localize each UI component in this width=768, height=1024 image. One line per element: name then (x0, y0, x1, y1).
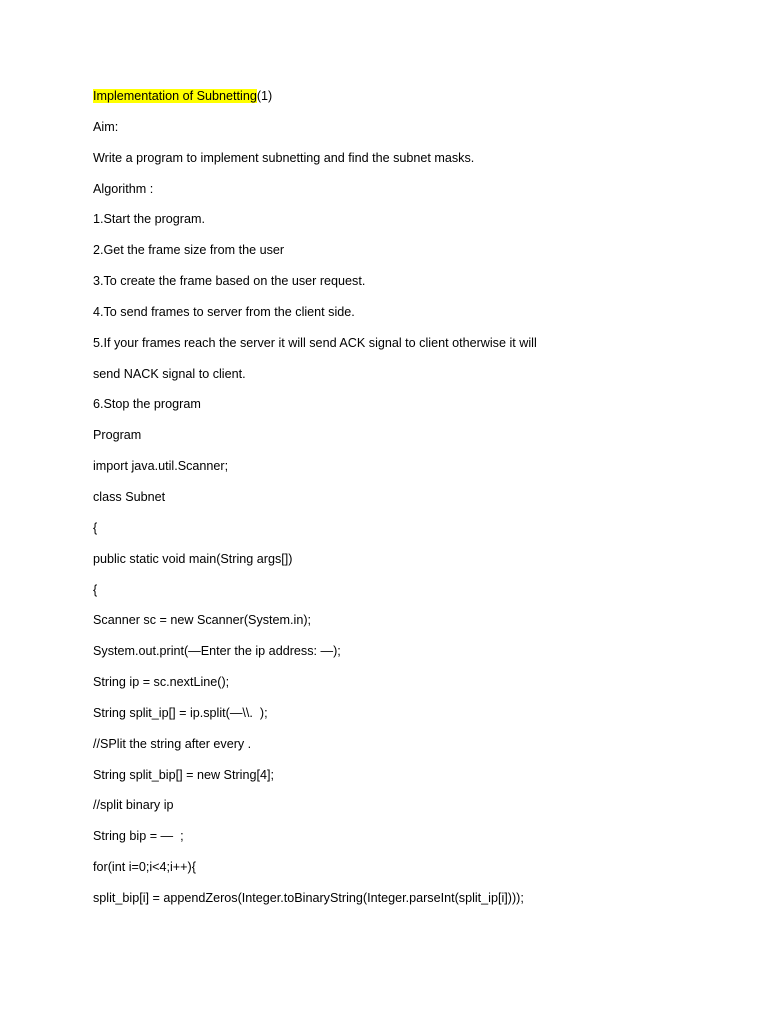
document-title (93, 86, 733, 117)
program-heading: Program (93, 428, 142, 443)
code-line: for(int i=0;i<4;i++){ (93, 860, 196, 875)
code-comment: //split binary ip (93, 798, 174, 813)
algorithm-step-continued: send NACK signal to client. (93, 366, 246, 381)
code-line: split_bip[i] = appendZeros(Integer.toBinaryString(Integer.parseInt(split_ip[i]))); (93, 890, 524, 905)
algorithm-step: 2.Get the frame size from the user (93, 243, 285, 258)
code-line: String bip = — ; (93, 829, 184, 844)
highlighted-title: Implementation of Subnetting (93, 89, 257, 103)
code-line: class Subnet (93, 489, 166, 504)
aim-text: Write a program to implement subnetting and find the subnet masks. (93, 150, 475, 165)
code-line: { (93, 582, 98, 597)
algorithm-step: 4.To send frames to server from the client side. (93, 304, 355, 319)
title-suffix: (1) (256, 89, 273, 103)
code-line: String ip = sc.nextLine(); (93, 675, 230, 690)
document-body (93, 86, 733, 919)
code-line: public static void main(String args[]) (93, 551, 293, 566)
code-line: String split_bip[] = new String[4]; (93, 767, 274, 782)
code-line: import java.util.Scanner; (93, 459, 229, 474)
code-line: System.out.print(—Enter the ip address: —); (93, 644, 341, 659)
code-comment: //SPlit the string after every . (93, 736, 252, 751)
algorithm-step: 3.To create the frame based on the user request. (93, 274, 366, 289)
algorithm-step: 5.If your frames reach the server it will send ACK signal to client otherwise it will (93, 335, 537, 350)
algorithm-step: 6.Stop the program (93, 397, 201, 412)
aim-heading: Aim: (93, 119, 119, 134)
code-line: Scanner sc = new Scanner(System.in); (93, 613, 312, 628)
code-line: { (93, 520, 98, 535)
code-line: String split_ip[] = ip.split(—\\. ); (93, 705, 268, 720)
algorithm-heading: Algorithm : (93, 181, 154, 196)
algorithm-step: 1.Start the program. (93, 212, 205, 227)
